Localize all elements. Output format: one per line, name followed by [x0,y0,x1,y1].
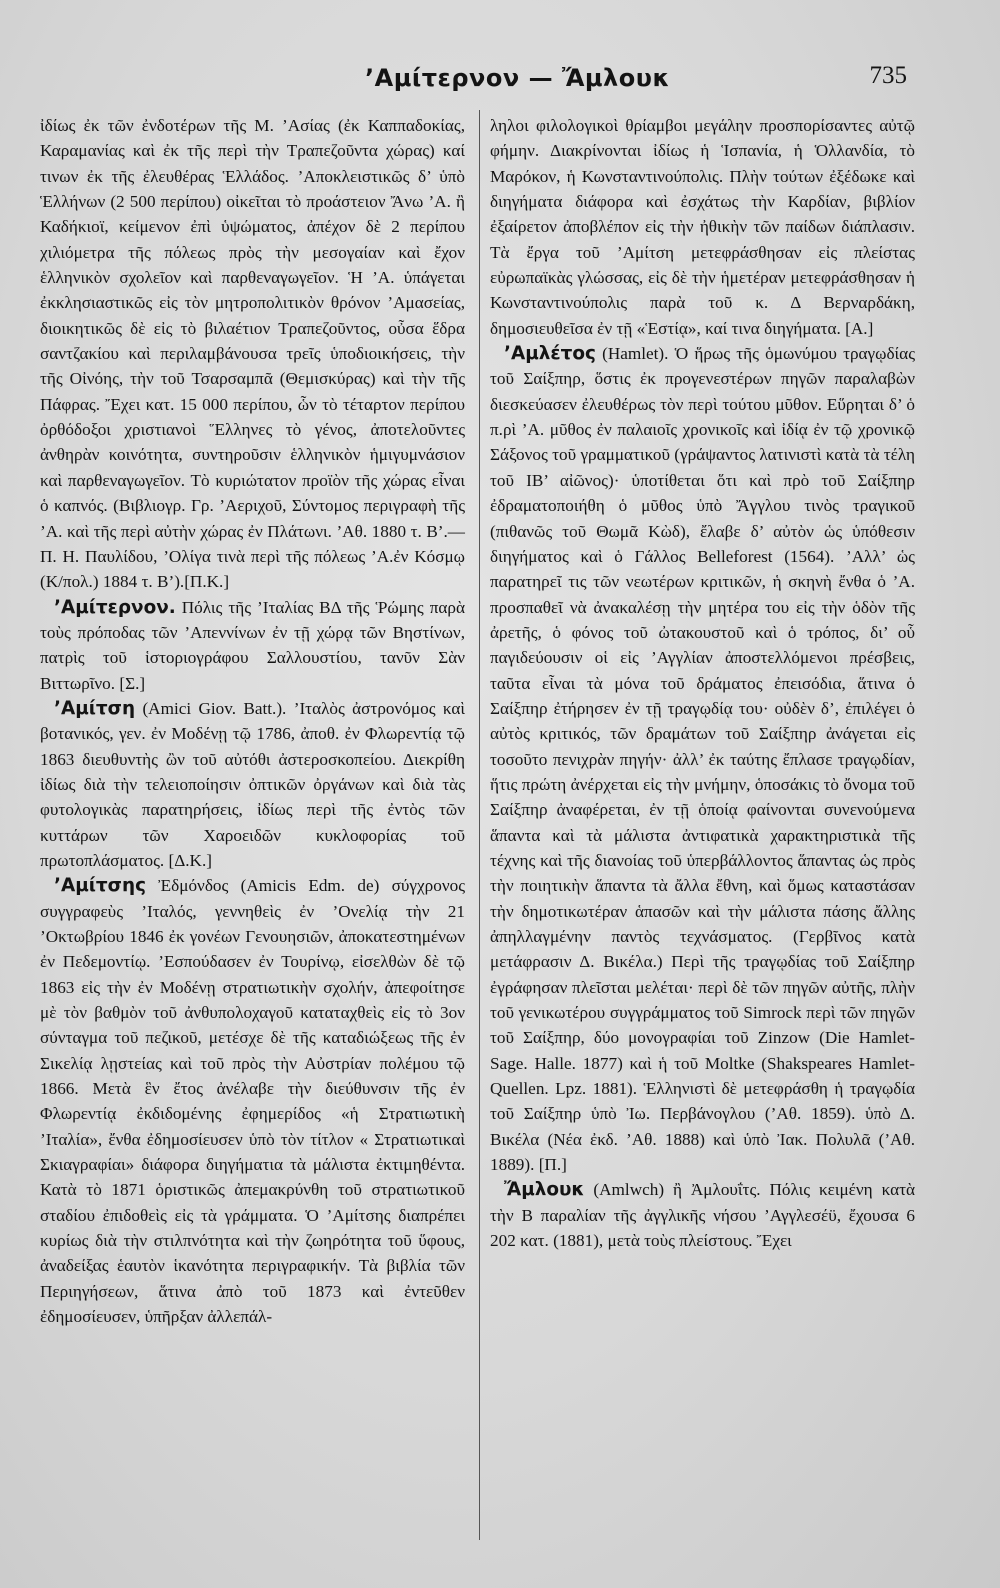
entry-headword: Ἄμλουκ [504,1179,585,1201]
continued-paragraph: ληλοι φιλολογικοὶ θρίαμβοι μεγάλην προσπορίσαντες αὐτῷ φήμην. Διακρίνονται ἰδίως ἡ Ἱσπανία, ἡ Ὁλλανδία, τὸ Μαρόκον, ἡ Κωνσταντινούπολις. Πλὴν τούτων ἐξέδωκε καὶ διηγήματα διάφορα καὶ ἐσχάτως τὴν Καρδίαν, βιβλίον ἐξαίρετον ἀποβλέπον εἰς τὴν ἠθικὴν τῶν παίδων διάπλασιν. Τὰ ἔργα τοῦ ’Αμίτση μετεφράσθησαν εἰς πλείστας εὐρωπαϊκὰς γλώσσας, εἰς δὲ τὴν ἡμετέραν μετεφράσθησαν ἡ Κωνσταντινούπολις παρὰ τοῦ κ. Δ Βερναρδάκη, δημοσιευθεῖσα ἐν τῇ «Ἑστίᾳ», καί τινα διηγήματα. [Α.] [490,116,915,338]
entry-headword: ’Αμλέτος [504,343,596,365]
entry-headword: ’Αμίτσης [54,875,146,897]
entry-text: (Amlwch) ἢ Ἀμλουΐτς. Πόλις κειμένη κατὰ τὴν Β παραλίαν τῆς ἀγγλικῆς νήσου ’Αγγλεσέϋ, ἔχουσα 6 202 κατ. (1881), μετὰ τοὺς πλείστους. Ἔχει [490,1180,915,1251]
running-title: ’Αμίτερνον — Ἄμλουκ [365,64,670,92]
entry-text: (Amici Giov. Batt.). ’Ιταλὸς ἀστρονόμος καὶ βοτανικός, γεν. ἐν Μοδένῃ τῷ 1786, ἀποθ. ἐν Φλωρεντίᾳ τῷ 1863 διευθυντὴς ὢν τοῦ αὐτόθι ἀστεροσκοπείου. Διεκρίθη ἰδίως διὰ τὴν τελειοποίησιν ὀπτικῶν ὀργάνων καὶ διὰ τὰς φυτολογικὰς παρατηρήσεις, ἰδίως περὶ τῆς ἐντὸς τῶν κυττάρων τῶν Χαροειδῶν κυκλοφορίας τοῦ πρωτοπλάσματος. [Δ.Κ.] [40,698,465,870]
entry-amletos [490,341,915,1177]
entry-amitsi [40,696,465,873]
entry-headword: ’Αμίτση [54,697,136,719]
entry-amitsis [40,873,465,1329]
entry-text: (Hamlet). Ὁ ἥρως τῆς ὁμωνύμου τραγῳδίας τοῦ Σαίξπηρ, ὅστις ἐκ προγενεστέρων πηγῶν παραλαβὼν διεσκεύασεν ἐλευθέρως τὸν περὶ τούτου μῦθον. Εὕρηται δ’ ὁ π.ρὶ ’Α. μῦθος ἐν παλαιοῖς χρονικοῖς καὶ ἰδίᾳ ἐν τῷ χρονικῷ Σάξονος τοῦ γραμματικοῦ (γράψαντος λατινιστὶ κατὰ τὰ τέλη τοῦ ΙΒ’ αἰῶνος)· ὑποτίθεται ὅτι καὶ πρὸ τοῦ Σαίξπηρ ἐδραματοποιήθη ὁ μῦθος ὑπὸ Ἄγγλου τινὸς τραγικοῦ (πιθανῶς τοῦ Θωμᾶ Κὼδ), ἔλαβε δ’ αὐτὸν ὡς ὑπόθεσιν διηγήματος καὶ ὁ Γάλλος Belleforest (1564). ’Αλλ’ ὡς παρατηρεῖ τις τῶν νεωτέρων κριτικῶν, ἡ σκηνὴ ἔνθα ὁ ’Α. προσπαθεῖ νὰ ἀνακαλέσῃ τὴν μητέρα του εἰς τὴν ὁδὸν τῆς ἀρετῆς, ὁ φόνος τοῦ ὠτακουστοῦ καὶ ὁ τρόπος, δι’ οὗ παγιδεύουσιν οἱ εἰς ’Αγγλίαν ἀποστελλόμενοι πρέσβεις, ταῦτα εἶναι τὰ μόνα τοῦ δράματος ἐπεισόδια, ἅτινα ὁ Σαίξπηρ ἐτήρησεν ἐν τῇ τραγῳδίᾳ του· οὐδὲν δ’, ἐπιλέγει ὁ αὐτὸς κριτικός, τῶν δραμάτων τοῦ Σαίξπηρ ἀνάγεται εἰς τοσοῦτο πενιχρὰν πηγήν· ἀλλ’ ἐκ ταύτης ἔπλασε τραγῳδίαν, ἥτις πρώτη ἀνέρχεται εἰς τὴν μνήμην, ὁποσάκις τὸ ὄνομα τοῦ Σαίξπηρ ἀναφέρεται, ἐν τῇ ὁποίᾳ φαίνονται συνενούμενα ἅπαντα καὶ τὰ μάλιστα ἀντιφατικὰ χαρακτηριστικὰ τῆς τέχνης καὶ τῆς διανοίας τοῦ ὑπερβάλλοντος ἅπαντας ὡς πρὸς τὴν ποιητικὴν ἅπαντα τὰ ἄλλα ἔθνη, καὶ ὅμως καταστάσαν τὴν δημοτικωτέραν ἁπασῶν καὶ τὴν μάλιστα πάσης ἄλλης ἀπηλλαγμένην παντὸς τεχνάσματος. (Γερβῖνος κατὰ μετάφρασιν Δ. Βικέλα.) Περὶ τῆς τραγῳδίας τοῦ Σαίξπηρ ἐγράφησαν πλεῖσται μελέται· περὶ δὲ τῶν πηγῶν αὐτῆς, πλὴν τοῦ γενικωτέρου συγγράμματος τοῦ Simrock περὶ τῶν πηγῶν τοῦ Σαίξπηρ, δύο μονογραφίαι τοῦ Zinzow (Die Hamlet-Sage. Halle. 1877) καὶ ἡ τοῦ Moltke (Shakspeares Hamlet-Quellen. Lpz. 1881). Ἑλληνιστὶ δὲ μετεφράσθη ἡ τραγῳδία τοῦ Σαίξπηρ ὑπὸ Ἰω. Περβάνογλου (’Αθ. 1859). ὑπὸ Δ. Βικέλα (Νέα ἐκδ. ’Αθ. 1888) καὶ ὑπὸ Ἰακ. Πολυλᾶ (’Αθ. 1889). [Π.] [490,344,915,1175]
right-column [490,113,915,1253]
entry-text: Ἐδμόνδος (Amicis Edm. de) σύγχρονος συγγραφεὺς ’Ιταλός, γεννηθεὶς ἐν ’Ονελίᾳ τὴν 21 ’Οκτωβρίου 1846 ἐκ γονέων Γενουησιῶν, ἀποκατεστημένων ἐν Πεδεμοντίῳ. ’Εσπούδασεν ἐν Τουρίνῳ, εἰσελθὼν δὲ τῷ 1863 εἰς τὴν ἐν Μοδένῃ στρατιωτικὴν σχολήν, ἀπεφοίτησε μὲ τὸν βαθμὸν τοῦ ἀνθυπολοχαγοῦ καταταχθεὶς εἰς τὸ 3ον σύνταγμα τοῦ πεζικοῦ, μετέσχε δὲ τῆς καταδιώξεως τῆς ἐν Σικελίᾳ λῃστείας καὶ τοῦ πρὸς τὴν Αὐστρίαν πολέμου τῷ 1866. Μετὰ ἓν ἔτος ἀνέλαβε τὴν διεύθυνσιν τῆς ἐν Φλωρεντίᾳ ἐκδιδομένης ἐφημερίδος «ἡ Στρατιωτικὴ ’Ιταλία», ἔνθα ἐδημοσίευσεν ὑπὸ τὸν τίτλον « Στρατιωτικαὶ Σκιαγραφίαι» διάφορα διηγήματια τὰ μάλιστα ἐκτιμηθέντα. Κατὰ τὸ 1871 ὁριστικῶς ἀπεμακρύνθη τοῦ στρατιωτικοῦ σταδίου ἐπιδοθεὶς εἰς τὰ γράμματα. Ὁ ’Αμίτσης διαπρέπει κυρίως διὰ τὴν στιλπνότητα καὶ τὴν ζωηρότητα τοῦ ὕφους, ἀναδείξας ἑαυτὸν ἱκανότητα περιγραφικήν. Τὰ βιβλία τῶν Περιηγήσεων, ἅτινα ἀπὸ τοῦ 1873 καὶ ἐντεῦθεν ἐδημοσίευσεν, ὑπῆρξαν ἀλλεπάλ- [40,876,465,1327]
page-header [40,58,905,98]
column-divider [479,110,480,1540]
entry-amlouk [490,1177,915,1253]
entry-amiternon [40,595,465,696]
continued-paragraph: ἰδίως ἐκ τῶν ἐνδοτέρων τῆς Μ. ’Ασίας (ἐκ Καππαδοκίας, Καραμανίας καὶ ἐκ τῆς περὶ τὴν Τραπεζοῦντα χώρας) καί τινων ἐκ τῆς ἐλευθέρας Ἑλλάδος. ’Αποκλειστικῶς δ’ ὑπὸ Ἑλλήνων (2 500 περίπου) οἰκεῖται τὸ προάστειον Ἄνω ’Α. ἢ Καδήκιοϊ, κείμενον ἐπὶ ὑψώματος, ἀπέχον δὲ 2 περίπου χιλιόμετρα τῆς πόλεως πρὸς τὴν μεσογαίαν καὶ ἔχον ἑλληνικὸν σχολεῖον καὶ παρθεναγωγεῖον. Ἡ ’Α. ὑπάγεται ἐκκλησιαστικῶς εἰς τὸν μητροπολιτικὸν θρόνον ’Αμασείας, διοικητικῶς δὲ εἰς τὸ βιλαέτιον Τραπεζοῦντος, οὖσα ἕδρα σαντζακίου καὶ περιλαμβάνουσα τρεῖς ὑποδιοικήσεις, τὴν τῆς Οἰνόης, τὴν τοῦ Τσαρσαμπᾶ (Θεμισκύρας) καὶ τὴν τῆς Πάφρας. Ἔχει κατ. 15 000 περίπου, ὧν τὸ τέταρτον περίπου ὀρθόδοξοι χριστιανοὶ Ἕλληνες τὸ γένος, ἀποτελοῦντες ἀνθηρὰν κοινότητα, συντηροῦσιν ἑλληνικὸν ἡμιγυμνάσιον καὶ παρθεναγωγεῖον. Τὸ κυριώτατον προϊὸν τῆς χώρας εἶναι ὁ καπνός. (Βιβλιογρ. Γρ. ’Αεριχοῦ, Σύντομος περιγραφὴ τῆς ’Α. καὶ τῆς περὶ αὐτὴν χώρας ἐν Πλάτωνι. ’Αθ. 1880 τ. Β’.— Π. Η. Παυλίδου, ’Ολίγα τινὰ περὶ τῆς πόλεως ’Α.ἐν Κόσμῳ (Κ/πολ.) 1884 τ. Β’).[Π.Κ.] [40,116,465,592]
entry-headword: ’Αμίτερνον. [54,596,176,618]
page-number: 735 [869,62,907,89]
entry-text: Πόλις τῆς ’Ιταλίας ΒΔ τῆς Ῥώμης παρὰ τοὺς πρόποδας τῶν ’Απεννίνων ἐν τῇ χώρᾳ τῶν Βηστίνων, πατρὶς τοῦ ἱστοριογράφου Σαλλουστίου, τανῦν Σὰν Βιττωρῖνο. [Σ.] [40,597,465,693]
left-column [40,113,465,1330]
